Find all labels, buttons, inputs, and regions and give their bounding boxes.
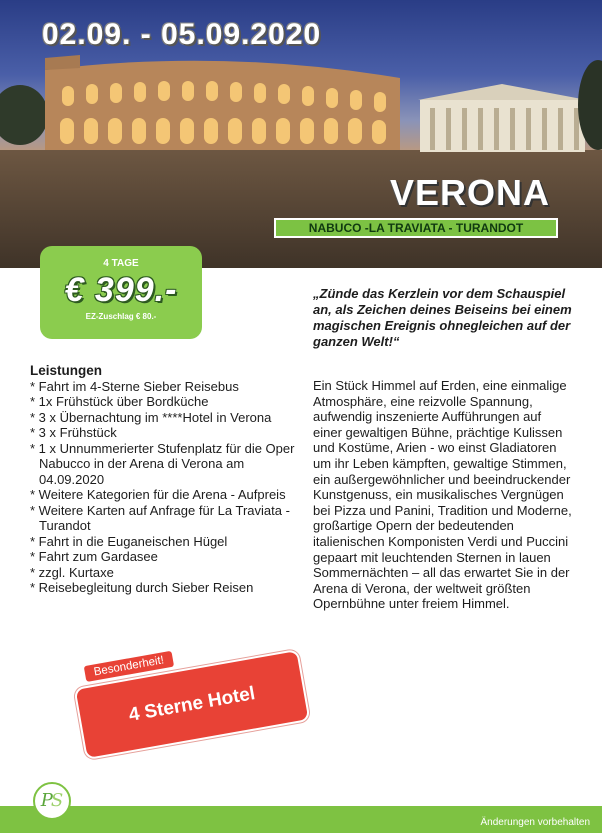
special-text: 4 Sterne Hotel	[73, 649, 310, 760]
price-box	[40, 246, 202, 339]
service-item: * Weitere Karten auf Anfrage für La Traviata - Turandot	[30, 502, 290, 533]
description: Ein Stück Himmel auf Erden, eine einmalige Atmosphäre, eine reizvolle Spannung, aufwendig inszenierte Aufführungen auf einer gewaltigen Bühne, prächtige Kulissen und Kostüme, Arien - wo einst Gladiatoren um ihr Leben kämpften, gewaltige Stimmen, ein außergewöhnlicher und beeindruckender Kunstgenuss, ein musikalisches Vergnügen bei Pizza und Panini, Tradition und Moderne, großartige Opern der bedeutenden italienischen Komponisten Verdi und Puccini gepaart mit leuchtenden Sternen in lauen Sommernächten – all das erwartet Sie in der Arena di Verona, der weltweit größten Opernbühne unter freiem Himmel.	[313, 378, 572, 612]
trip-duration: 4 TAGE	[103, 258, 139, 269]
special-label: Besonderheit!	[81, 648, 176, 684]
service-item: * Fahrt zum Gardasee	[30, 549, 158, 564]
logo-letter-p: P	[40, 790, 53, 811]
service-item: * Weitere Kategorien für die Arena - Aufpreis	[30, 487, 286, 502]
service-item: * 1 x Unnummerierter Stufenplatz für die Oper Nabucco in der Arena di Verona am 04.09.2020	[30, 440, 295, 487]
service-item: * zzgl. Kurtaxe	[30, 564, 114, 580]
service-item: * 3 x Übernachtung im ****Hotel in Verona	[30, 409, 272, 425]
company-logo	[33, 782, 71, 820]
city-title: VERONA	[390, 172, 551, 213]
travel-dates: 02.09. - 05.09.2020	[42, 18, 322, 51]
hero-image	[0, 0, 602, 268]
service-item: * 1x Frühstück über Bordküche	[30, 394, 209, 409]
single-room-surcharge: EZ-Zuschlag € 80.-	[85, 312, 157, 321]
service-item: * 3 x Frühstück	[30, 425, 117, 440]
special-stamp	[73, 649, 310, 760]
services-list	[30, 363, 310, 596]
quote: „Zünde das Kerzlein vor dem Schauspiel an, als Zeichen deines Beiseins bei einem magischen Ereignis ohnegleichen auf der ganzen Welt!“	[313, 286, 572, 349]
service-item: * Fahrt in die Euganeischen Hügel	[30, 533, 228, 549]
price: € 399.-	[64, 271, 178, 309]
services-title: Leistungen	[30, 363, 103, 378]
footer-note: Änderungen vorbehalten	[480, 817, 590, 828]
logo-letter-s: S	[50, 790, 64, 811]
footer-bar	[0, 806, 602, 833]
service-item: * Fahrt im 4-Sterne Sieber Reisebus	[30, 378, 239, 394]
service-item: * Reisebegleitung durch Sieber Reisen	[30, 580, 254, 595]
operas-banner: NABUCO -LA TRAVIATA - TURANDOT	[274, 218, 558, 238]
